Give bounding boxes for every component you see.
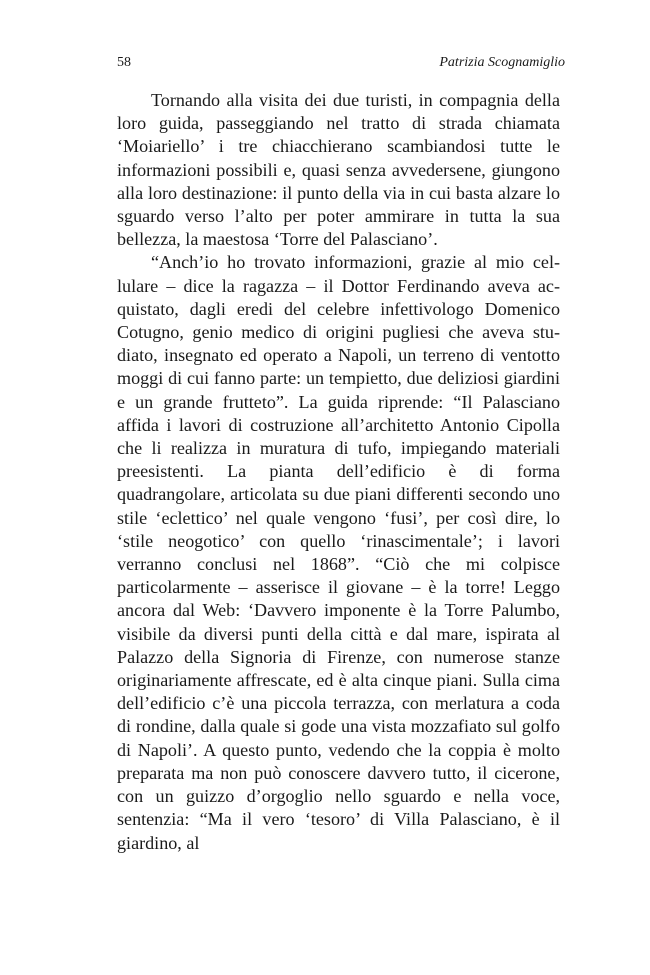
- paragraph: Tornando alla visita dei due turisti, in compagnia della loro guida, passeggiando nel tratto di strada chiamata ‘Moiariello’ i tre chiacchierano scambiandosi tutte le informazioni possibili e, quasi senza avvedersene, giungono alla loro destinazione: il punto della via in cui basta alzare lo sguardo verso l’alto per poter ammirare in tutta la sua bellezza, la maestosa ‘Torre del Palasciano’.: [117, 90, 560, 250]
- running-head-author: Patrizia Scognamiglio: [439, 55, 565, 70]
- page-number: 58: [117, 55, 131, 70]
- paragraph: “Anch’io ho trovato informazioni, grazie al mio cellulare – dice la ragazza – il Dottor Ferdinando aveva acquistato, dagli eredi del celebre infettivologo Domenico Cotugno, genio medico di origini pugliesi che aveva studiato, insegnato ed operato a Napoli, un terreno di ventotto moggi di cui fanno parte: un tempietto, due deliziosi giardini e un grande frutteto”. La guida riprende: “Il Palasciano affida i lavori di costruzione all’architetto Antonio Cipolla che li realizza in muratura di tufo, impiegando materiali preesistenti. La pianta dell’edificio è di forma quadrangolare, articolata su due piani differenti secondo uno stile ‘eclettico’ nel quale vengono ‘fusi’, per così dire, lo ‘stile neogotico’ con quello ‘rinascimentale’; i lavori verranno conclusi nel 1868”. “Ciò che mi colpisce particolarmente – asserisce il giovane – è la torre! Leggo ancora dal Web: ‘Davvero imponente è la Torre Palumbo, visibile da diversi punti della città e dal mare, ispirata al Palazzo della Signoria di Firenze, con numerose stanze originariamente affrescate, ed è alta cinque piani. Sulla cima dell’edificio c’è una piccola terrazza, con merlatura a coda di rondine, dalla quale si gode una vista mozzafiato sul golfo di Napoli’. A questo punto, vedendo che la coppia è molto preparata ma non può conoscere davvero tutto, il cicerone, con un guizzo d’orgoglio nello sguardo e nella voce, sentenzia: “Ma il vero ‘tesoro’ di Villa Palasciano, è il giardino, al: [117, 252, 560, 853]
- body-text: [117, 89, 560, 855]
